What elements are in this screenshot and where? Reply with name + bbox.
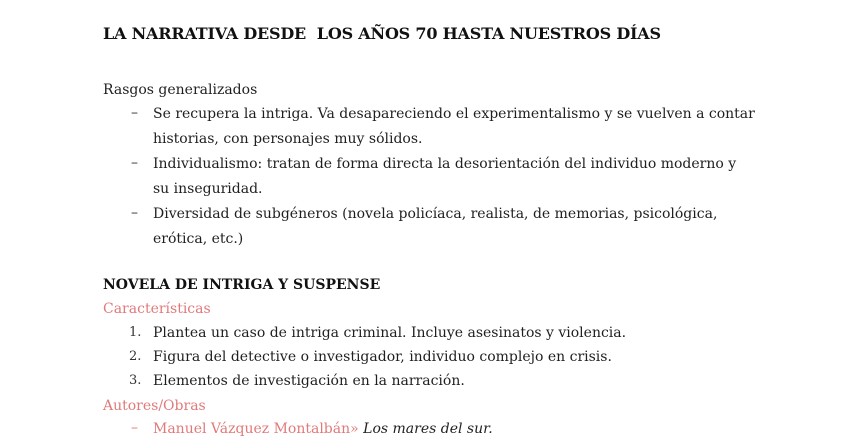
author-name: Manuel Vázquez Montalbán [153,421,351,437]
caracteristica-2: Figura del detective o investigador, individuo complejo en crisis. [153,349,612,365]
rasgo-1-line2: historias, con personajes muy sólidos. [153,131,423,147]
list-number: 2. [129,349,142,364]
autor-entry [153,420,493,438]
rasgo-2-line2: su inseguridad. [153,181,263,197]
arrow-glyph: » [350,421,359,437]
section-heading-intriga: NOVELA DE INTRIGA Y SUSPENSE [103,277,381,293]
bullet-dash: – [131,155,138,171]
autores-label: Autores/Obras [103,398,206,414]
rasgo-3-line1: Diversidad de subgéneros (novela policíaca, realista, de memorias, psicológica, [153,206,718,222]
bullet-dash: – [131,105,138,121]
caracteristica-3: Elementos de investigación en la narración. [153,373,465,389]
rasgos-heading: Rasgos generalizados [103,82,258,98]
rasgo-1-line1: Se recupera la intriga. Va desapareciendo el experimentalismo y se vuelven a contar [153,106,755,122]
work-title: Los mares del sur. [363,421,493,437]
bullet-dash: – [131,205,138,221]
rasgo-2-line1: Individualismo: tratan de forma directa la desorientación del individuo moderno y [153,156,737,172]
bullet-dash: – [131,420,138,436]
document-title: LA NARRATIVA DESDE LOS AÑOS 70 HASTA NUESTROS DÍAS [103,24,661,43]
rasgo-3-line2: erótica, etc.) [153,231,244,247]
caracteristicas-label: Características [103,301,211,317]
list-number: 3. [129,373,142,388]
list-number: 1. [129,325,142,340]
caracteristica-1: Plantea un caso de intriga criminal. Incluye asesinatos y violencia. [153,325,627,341]
